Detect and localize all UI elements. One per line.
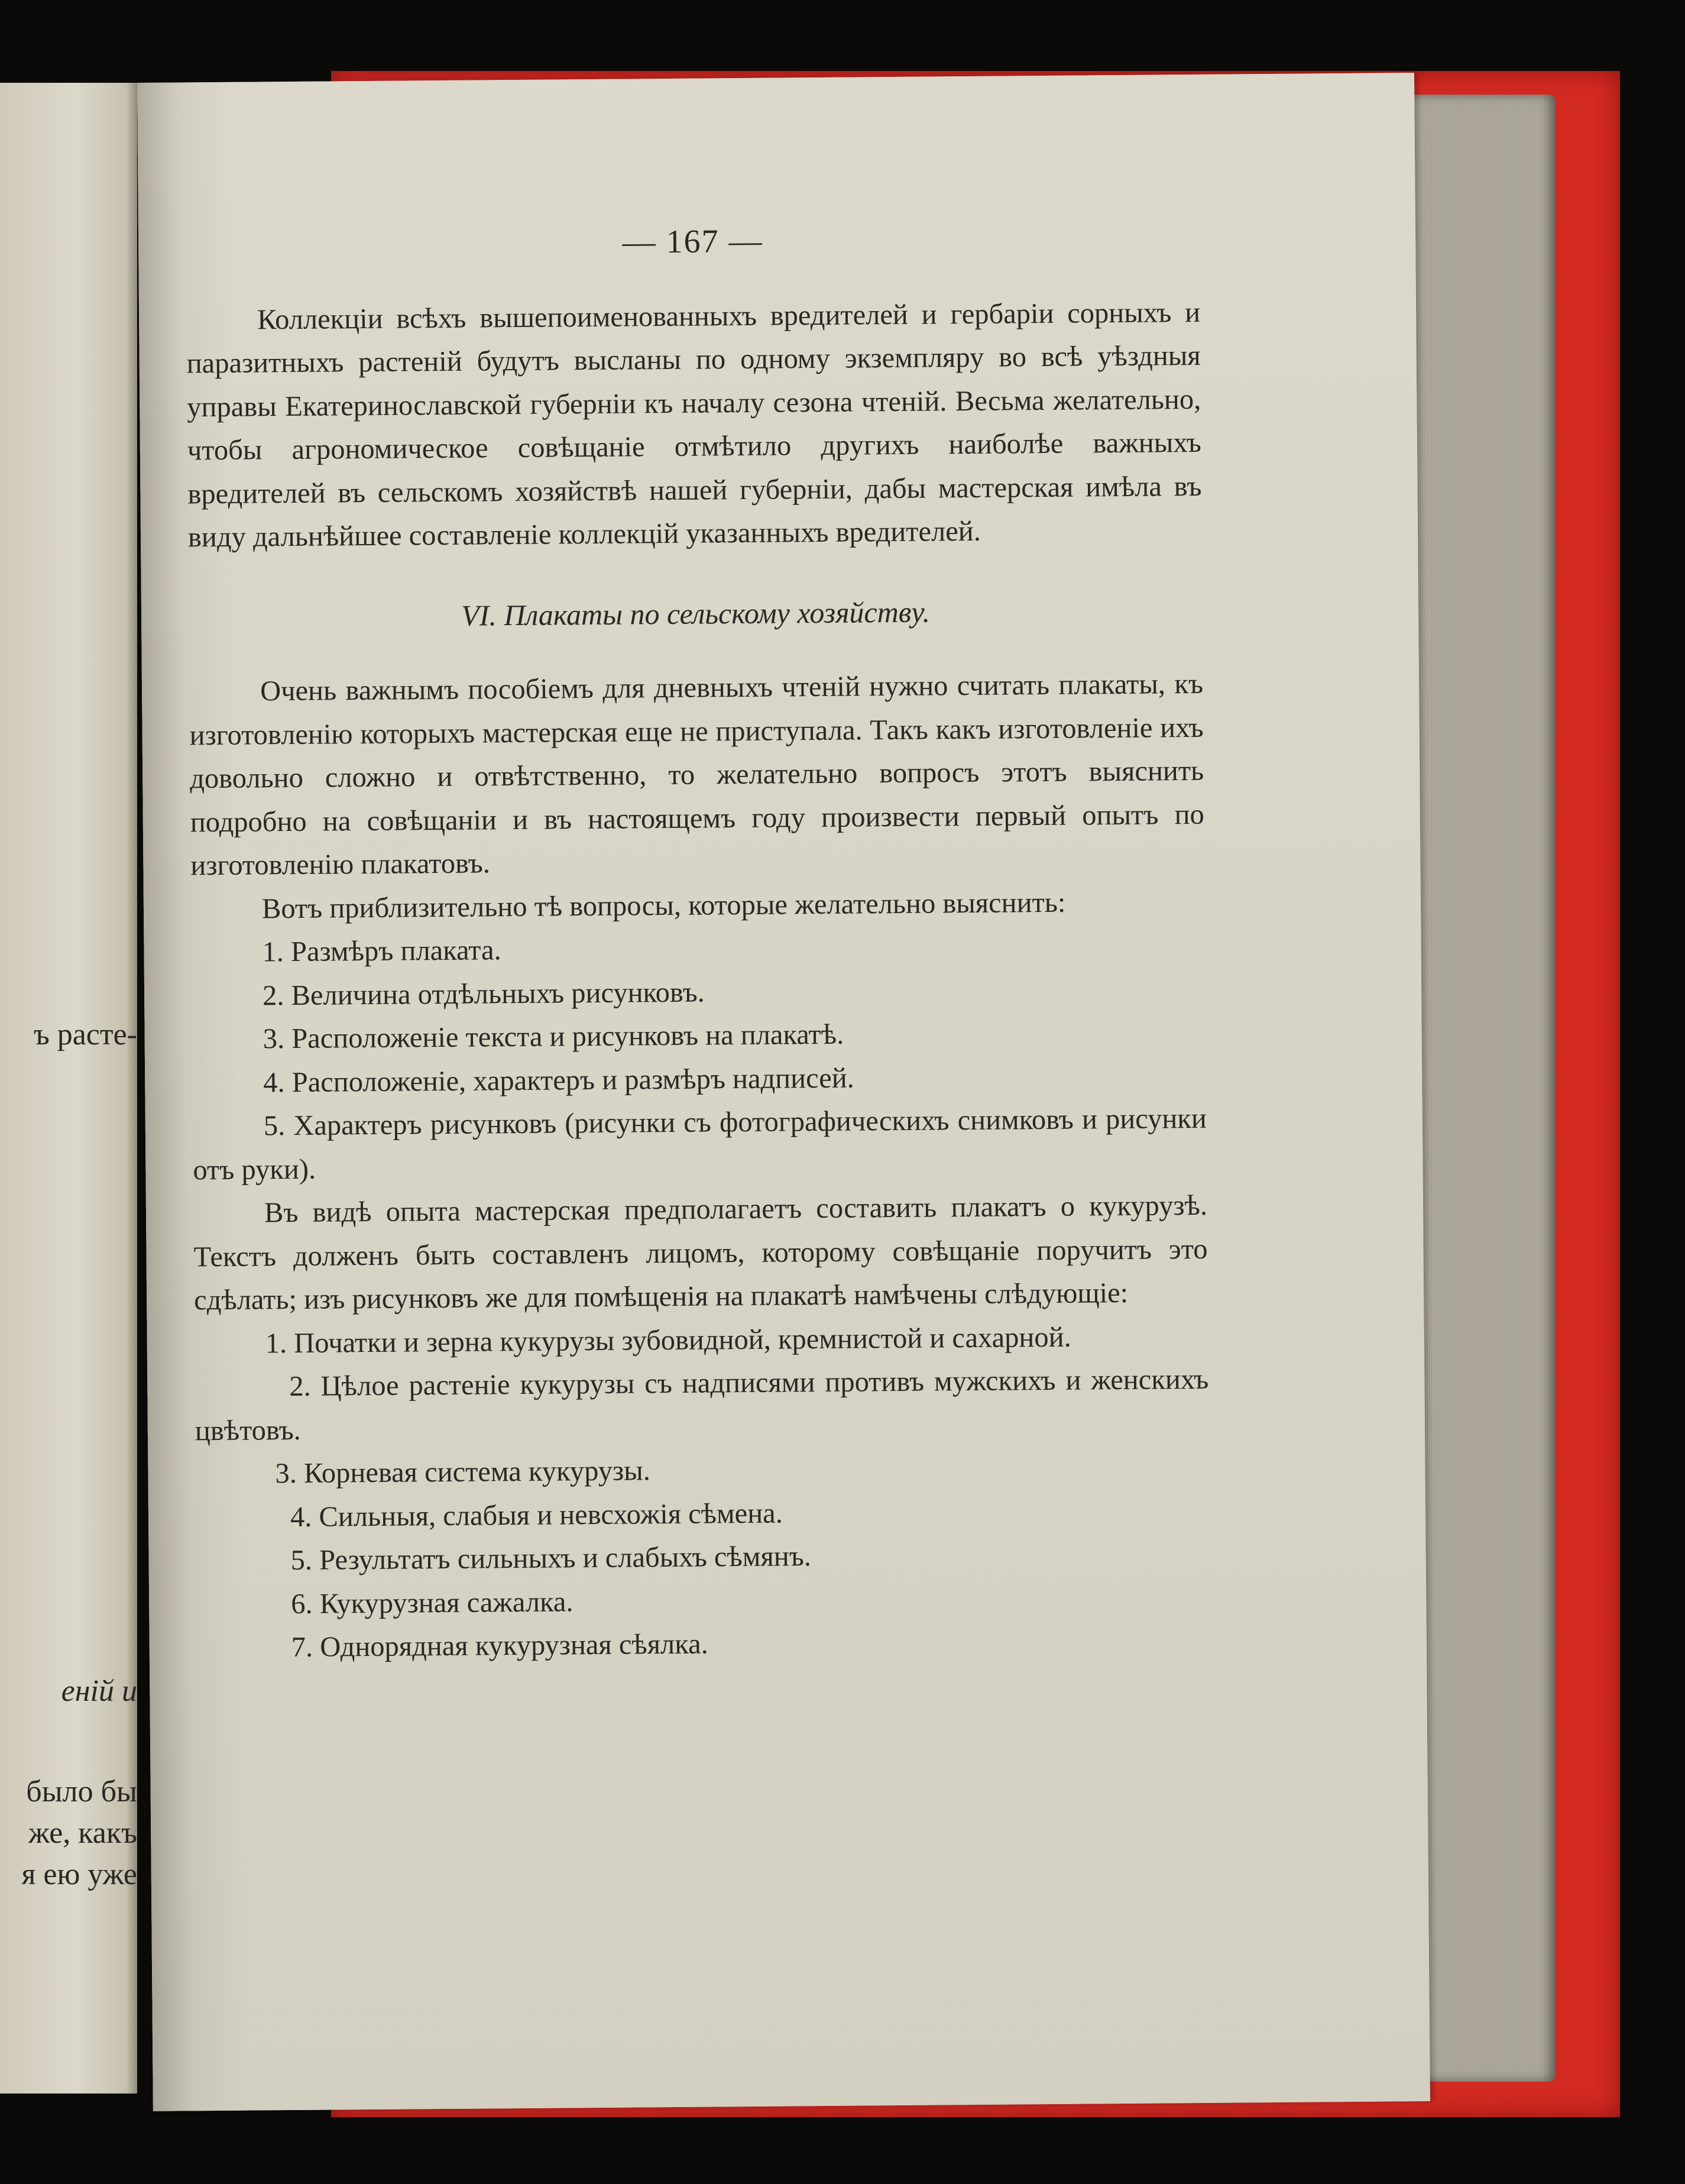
left-page-fragment: же, какъ xyxy=(28,1816,137,1850)
page-content xyxy=(186,216,1211,1670)
left-page-fragment: ъ расте- xyxy=(33,1018,137,1051)
picture-item: 4. Сильныя, слабыя и невсхожія сѣмена. xyxy=(290,1497,783,1533)
right-page xyxy=(137,73,1430,2111)
paragraph-collections: Коллекціи всѣхъ вышепоименованныхъ вредителей и гербаріи сорныхъ и паразитныхъ растеній будутъ высланы по одному экземпляру во всѣ уѣздныя управы Екатеринославской губерніи къ началу сезона чтеній. Весьма желательно, чтобы агрономическое совѣщаніе отмѣтило другихъ наиболѣе важныхъ вредителей въ сельскомъ хозяйствѣ нашей губерніи, дабы мастерская имѣла въ виду дальнѣйшее составленіе коллекцій указанныхъ вредителей. xyxy=(186,296,1202,554)
picture-item: 7. Однорядная кукурузная сѣялка. xyxy=(291,1628,708,1664)
paragraph-questions-intro: Вотъ приблизительно тѣ вопросы, которые желательно выяснить: xyxy=(261,886,1066,924)
picture-item: 6. Кукурузная сажалка. xyxy=(291,1586,573,1620)
section-heading: VI. Плакаты по сельскому хозяйству. xyxy=(461,594,931,632)
left-page-fragment: я ею уже xyxy=(21,1858,137,1891)
question-item: 1. Размѣръ плаката. xyxy=(262,934,501,968)
picture-item: 5. Результатъ сильныхъ и слабыхъ сѣмянъ. xyxy=(290,1541,812,1577)
question-item: 3. Расположеніе текста и рисунковъ на плакатѣ. xyxy=(263,1018,844,1055)
question-item: 2. Величина отдѣльныхъ рисунковъ. xyxy=(262,976,705,1011)
paragraph-experiment: Въ видѣ опыта мастерская предполагаетъ составить плакатъ о кукурузѣ. Текстъ долженъ быть составленъ лицомъ, которому совѣщаніе поручитъ это сдѣлать; изъ рисунковъ же для помѣщенія на плакатѣ намѣчены слѣдующіе: xyxy=(193,1189,1208,1316)
picture-item: 3. Корневая система кукурузы. xyxy=(275,1455,651,1490)
picture-item: 2. Цѣлое растеніе кукурузы съ надписями противъ мужскихъ и женскихъ цвѣтовъ. xyxy=(195,1363,1209,1447)
picture-item: 1. Початки и зерна кукурузы зубовидной, кремнистой и сахарной. xyxy=(265,1321,1071,1359)
left-page xyxy=(0,83,137,2094)
question-item: 4. Расположеніе, характеръ и размѣръ надписей. xyxy=(263,1062,855,1098)
page-number: — 167 — xyxy=(622,222,763,261)
left-page-fragment: было бы xyxy=(26,1775,137,1808)
left-page-fragment: еній и xyxy=(61,1674,137,1708)
question-item: 5. Характеръ рисунковъ (рисунки съ фотографическихъ снимковъ и рисунки отъ руки). xyxy=(193,1102,1207,1186)
paragraph-posters: Очень важнымъ пособіемъ для дневныхъ чтеній нужно считать плакаты, къ изготовленію которыхъ мастерская еще не приступала. Такъ какъ изготовленіе ихъ довольно сложно и отвѣтственно, то желательно вопросъ этотъ выяснить подробно на совѣщаніи и въ настоящемъ году произвести первый опытъ по изготовленію плакатовъ. xyxy=(189,668,1204,882)
